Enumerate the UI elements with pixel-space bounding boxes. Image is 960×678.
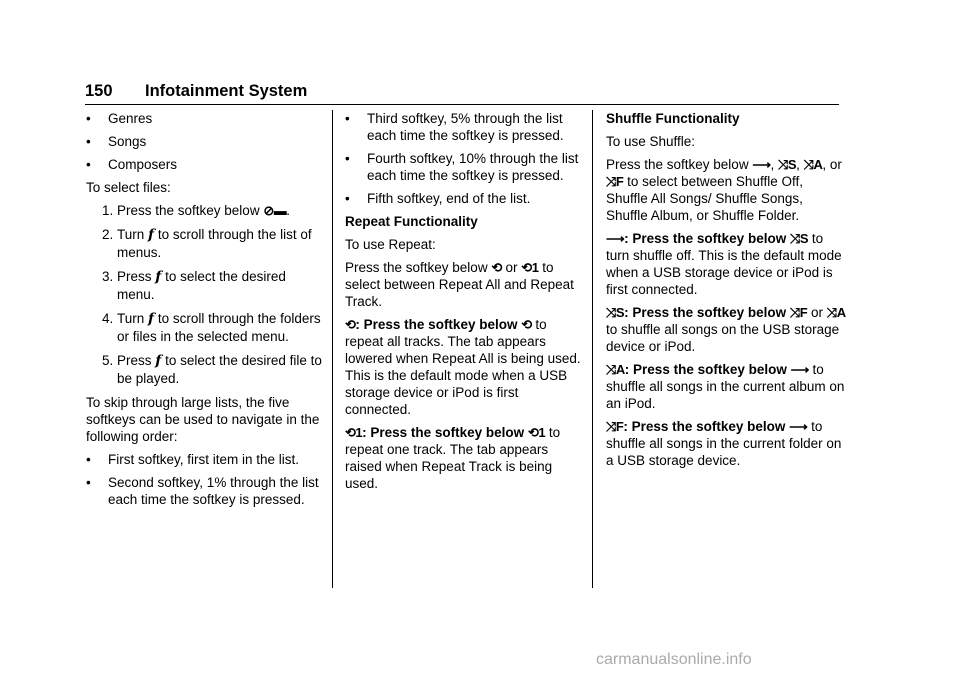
knob-icon: f <box>148 311 155 327</box>
shuffle-intro: Press the softkey below ⟶, ⤨S, ⤨A, or ⤨F to select between Shuffle Off, Shuffle All Songs/ Shuffle Songs, Shuffle Album, or Shuffle Folder. <box>606 157 842 223</box>
list-item: • Songs <box>86 134 147 149</box>
list-item: • First softkey, first item in the list. <box>86 452 300 467</box>
shuffle-songs-description: ⤨S: Press the softkey below ⤨F or ⤨A to shuffle all songs on the USB storage device or iPod. <box>606 305 846 354</box>
list-item: • Genres <box>86 111 153 126</box>
step-item: 4. Turn f to scroll through the folders or files in the selected menu. <box>102 311 321 344</box>
step-item: 3. Press f to select the desired menu. <box>102 269 286 302</box>
shuffle-folder-description: ⤨F: Press the softkey below ⟶ to shuffle all songs in the current folder on a USB storage device. <box>606 419 842 468</box>
shuffle-off-icon: ⟶ <box>752 157 771 172</box>
page-header <box>85 84 839 105</box>
shuffle-songs-icon: ⤨S <box>606 305 625 320</box>
column-3 <box>606 110 846 475</box>
select-files-text: To select files: <box>86 180 171 195</box>
step-item: 5. Press f to select the desired file to be played. <box>102 353 322 386</box>
column-2 <box>345 110 585 498</box>
step-item: 1. Press the softkey below ⊘▬. <box>102 203 291 218</box>
shuffle-off-icon: ⟶ <box>789 419 808 434</box>
repeat-one-description: ⟲1: Press the softkey below ⟲1 to repeat one track. The tab appears raised when Repeat Track is being used. <box>345 425 561 491</box>
shuffle-album-description: ⤨A: Press the softkey below ⟶ to shuffle all songs in the current album on an iPod. <box>606 362 845 411</box>
knob-icon: f <box>155 269 162 285</box>
shuffle-folder-icon: ⤨F <box>606 419 624 434</box>
list-item: • Third softkey, 5% through the list each time the softkey is pressed. <box>345 111 564 143</box>
list-item: • Second softkey, 1% through the list each time the softkey is pressed. <box>86 475 319 507</box>
repeat-all-icon: ⟲ <box>521 317 532 332</box>
shuffle-album-icon: ⤨A <box>606 362 625 377</box>
repeat-one-icon: ⟲1 <box>521 260 539 275</box>
knob-icon: f <box>155 353 162 369</box>
shuffle-album-icon: ⤨A <box>826 305 846 320</box>
shuffle-heading: Shuffle Functionality <box>606 111 740 126</box>
repeat-one-icon: ⟲1 <box>345 425 363 440</box>
repeat-all-icon: ⟲ <box>345 317 356 332</box>
skip-text: To skip through large lists, the five softkeys can be used to navigate in the following order: <box>86 395 320 444</box>
shuffle-folder-icon: ⤨F <box>606 174 624 189</box>
watermark: carmanualsonline.info <box>596 651 752 668</box>
column-1 <box>86 110 326 514</box>
shuffle-off-description: ⟶: Press the softkey below ⤨S to turn shuffle off. This is the default mode when a USB storage device or iPod is first connected. <box>606 231 842 297</box>
knob-icon: f <box>148 227 155 243</box>
list-item: • Fourth softkey, 10% through the list each time the softkey is pressed. <box>345 151 579 183</box>
repeat-all-icon: ⟲ <box>491 260 502 275</box>
page-number: 150 <box>85 82 113 100</box>
repeat-one-icon: ⟲1 <box>527 425 546 440</box>
to-use-shuffle-text: To use Shuffle: <box>606 134 696 149</box>
list-item: • Fifth softkey, end of the list. <box>345 191 531 206</box>
repeat-intro: Press the softkey below ⟲ or ⟲1 to select between Repeat All and Repeat Track. <box>345 260 574 309</box>
repeat-heading: Repeat Functionality <box>345 214 478 229</box>
menu-icon: ⊘▬ <box>263 203 287 218</box>
shuffle-songs-icon: ⤨S <box>789 231 809 246</box>
column-divider <box>592 110 593 588</box>
column-divider <box>332 110 333 588</box>
shuffle-songs-icon: ⤨S <box>778 157 797 172</box>
shuffle-folder-icon: ⤨F <box>789 305 808 320</box>
section-title: Infotainment System <box>145 82 308 100</box>
shuffle-off-icon: ⟶ <box>606 231 625 246</box>
step-item: 2. Turn f to scroll through the list of menus. <box>102 227 312 260</box>
list-item: • Composers <box>86 157 178 172</box>
repeat-all-description: ⟲: Press the softkey below ⟲ to repeat all tracks. The tab appears lowered when Repeat All is being used. This is the default mode when a USB storage device or iPod is first connected. <box>345 317 581 417</box>
shuffle-off-icon: ⟶ <box>790 362 809 377</box>
to-use-repeat-text: To use Repeat: <box>345 237 436 252</box>
shuffle-album-icon: ⤨A <box>803 157 823 172</box>
